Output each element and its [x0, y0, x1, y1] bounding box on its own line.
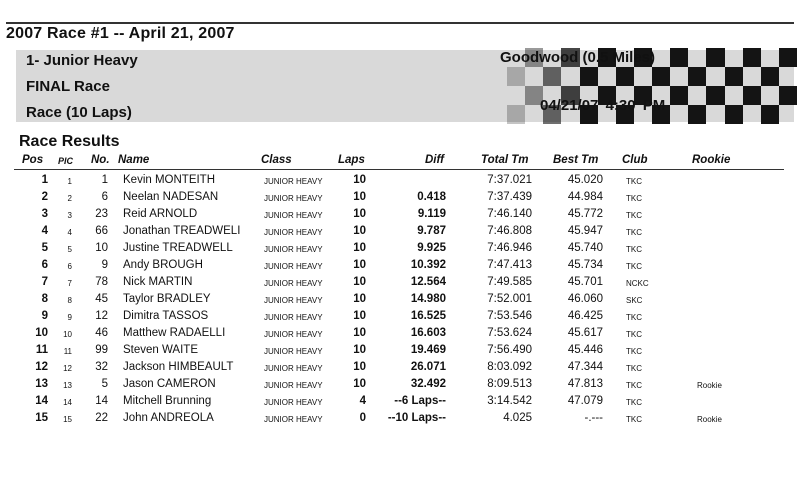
cell-diff: --10 Laps-- [387, 412, 446, 424]
cell-laps: 0 [359, 412, 366, 424]
cell-name: Jason CAMERON [123, 378, 216, 390]
table-row [0, 410, 800, 427]
race-date: 04/21/07 [540, 97, 599, 114]
cell-club: TKC [626, 381, 642, 390]
cell-pos: 2 [41, 191, 48, 203]
cell-pos: 3 [41, 208, 48, 220]
header-divider [14, 169, 784, 170]
cell-pos: 9 [41, 310, 48, 322]
cell-pic: 7 [67, 279, 72, 288]
table-row [0, 240, 800, 257]
cell-best: 45.947 [567, 225, 603, 237]
cell-club: SKC [626, 296, 643, 305]
cell-name: Justine TREADWELL [123, 242, 233, 254]
cell-no: 66 [95, 225, 108, 237]
cell-total: 7:53.546 [487, 310, 532, 322]
cell-total: 3:14.542 [487, 395, 532, 407]
table-row [0, 376, 800, 393]
cell-pic: 6 [67, 262, 72, 271]
cell-no: 9 [101, 259, 108, 271]
cell-pos: 5 [41, 242, 48, 254]
cell-diff: 16.603 [410, 327, 446, 339]
cell-club: TKC [626, 398, 642, 407]
cell-laps: 10 [353, 242, 366, 254]
cell-total: 7:56.490 [487, 344, 532, 356]
cell-diff: 14.980 [410, 293, 446, 305]
cell-name: Nick MARTIN [123, 276, 193, 288]
cell-total: 7:37.021 [487, 174, 532, 186]
cell-laps: 10 [353, 225, 366, 237]
cell-name: Reid ARNOLD [123, 208, 198, 220]
table-row [0, 189, 800, 206]
race-time: 4:30 PM [605, 97, 666, 114]
col-header-club: Club [622, 154, 648, 166]
cell-name: Matthew RADAELLI [123, 327, 226, 339]
cell-pos: 10 [35, 327, 48, 339]
cell-class: JUNIOR HEAVY [264, 262, 323, 271]
cell-pos: 12 [35, 361, 48, 373]
cell-laps: 10 [353, 191, 366, 203]
cell-no: 46 [95, 327, 108, 339]
cell-class: JUNIOR HEAVY [264, 194, 323, 203]
cell-pic: 2 [67, 194, 72, 203]
col-header-diff: Diff [425, 154, 444, 166]
race-length: Race (10 Laps) [26, 104, 132, 121]
cell-best: 47.079 [567, 395, 603, 407]
cell-club: TKC [626, 262, 642, 271]
cell-pic: 13 [63, 381, 72, 390]
table-row [0, 342, 800, 359]
cell-class: JUNIOR HEAVY [264, 415, 323, 424]
cell-club: TKC [626, 228, 642, 237]
cell-laps: 10 [353, 276, 366, 288]
cell-name: Neelan NADESAN [123, 191, 219, 203]
cell-total: 8:09.513 [487, 378, 532, 390]
cell-best: 47.813 [567, 378, 603, 390]
cell-no: 6 [101, 191, 108, 203]
cell-best: 45.446 [567, 344, 603, 356]
cell-laps: 10 [353, 310, 366, 322]
cell-best: 45.772 [567, 208, 603, 220]
table-row [0, 274, 800, 291]
cell-name: Dimitra TASSOS [123, 310, 209, 322]
cell-club: TKC [626, 347, 642, 356]
cell-diff: 32.492 [410, 378, 446, 390]
cell-diff: 9.925 [417, 242, 446, 254]
cell-class: JUNIOR HEAVY [264, 313, 323, 322]
cell-no: 23 [95, 208, 108, 220]
race-class: 1- Junior Heavy [26, 52, 138, 69]
cell-best: 45.701 [567, 276, 603, 288]
table-row [0, 172, 800, 189]
table-row [0, 393, 800, 410]
cell-pic: 15 [63, 415, 72, 424]
cell-laps: 10 [353, 344, 366, 356]
cell-total: 7:53.624 [487, 327, 532, 339]
cell-club: TKC [626, 364, 642, 373]
race-type: FINAL Race [26, 78, 110, 95]
table-row [0, 206, 800, 223]
cell-class: JUNIOR HEAVY [264, 347, 323, 356]
cell-laps: 4 [359, 395, 366, 407]
cell-pic: 14 [63, 398, 72, 407]
cell-best: 44.984 [567, 191, 603, 203]
cell-diff: 26.071 [410, 361, 446, 373]
col-header-pic: PIC [58, 156, 74, 166]
col-header-rookie: Rookie [692, 154, 731, 166]
cell-total: 7:49.585 [487, 276, 532, 288]
cell-pic: 10 [63, 330, 72, 339]
cell-best: 46.060 [567, 293, 603, 305]
cell-no: 32 [95, 361, 108, 373]
cell-pic: 8 [67, 296, 72, 305]
cell-name: Taylor BRADLEY [123, 293, 211, 305]
cell-total: 7:46.808 [487, 225, 532, 237]
track-name: Goodwood (0.5 Miles) [500, 49, 656, 66]
section-title: Race Results [19, 133, 120, 150]
table-row [0, 223, 800, 240]
cell-total: 7:47.413 [487, 259, 532, 271]
cell-laps: 10 [353, 378, 366, 390]
cell-club: TKC [626, 245, 642, 254]
cell-pos: 6 [41, 259, 48, 271]
cell-best: 45.020 [567, 174, 603, 186]
cell-club: TKC [626, 415, 642, 424]
race-datetime [540, 97, 665, 114]
cell-no: 14 [95, 395, 108, 407]
cell-diff: 9.119 [417, 208, 446, 220]
cell-name: Jackson HIMBEAULT [123, 361, 234, 373]
cell-laps: 10 [353, 361, 366, 373]
cell-diff: 16.525 [410, 310, 446, 322]
cell-diff: 10.392 [410, 259, 446, 271]
cell-name: Kevin MONTEITH [123, 174, 216, 186]
cell-laps: 10 [353, 327, 366, 339]
cell-pos: 15 [35, 412, 48, 424]
cell-total: 8:03.092 [487, 361, 532, 373]
cell-pic: 5 [67, 245, 72, 254]
table-row [0, 291, 800, 308]
cell-class: JUNIOR HEAVY [264, 228, 323, 237]
cell-club: NCKC [626, 279, 649, 288]
cell-pos: 4 [41, 225, 48, 237]
cell-pic: 1 [67, 177, 72, 186]
col-header-best: Best Tm [553, 154, 599, 166]
col-header-laps: Laps [338, 154, 365, 166]
cell-name: Jonathan TREADWELI [123, 225, 241, 237]
cell-pic: 12 [63, 364, 72, 373]
cell-best: 46.425 [567, 310, 603, 322]
cell-club: TKC [626, 313, 642, 322]
col-header-name: Name [118, 154, 150, 166]
cell-class: JUNIOR HEAVY [264, 279, 323, 288]
cell-diff: 19.469 [410, 344, 446, 356]
cell-class: JUNIOR HEAVY [264, 177, 323, 186]
cell-name: Steven WAITE [123, 344, 198, 356]
cell-total: 7:52.001 [487, 293, 532, 305]
col-header-class: Class [261, 154, 292, 166]
cell-no: 99 [95, 344, 108, 356]
page-title: 2007 Race #1 -- April 21, 2007 [6, 25, 235, 42]
cell-total: 7:37.439 [487, 191, 532, 203]
col-header-pos: Pos [22, 154, 44, 166]
table-row [0, 257, 800, 274]
cell-class: JUNIOR HEAVY [264, 245, 323, 254]
cell-no: 12 [95, 310, 108, 322]
cell-pos: 14 [35, 395, 48, 407]
cell-pic: 4 [67, 228, 72, 237]
cell-no: 1 [101, 174, 108, 186]
cell-diff: --6 Laps-- [394, 395, 446, 407]
cell-class: JUNIOR HEAVY [264, 211, 323, 220]
cell-diff: 9.787 [417, 225, 446, 237]
cell-rookie: Rookie [697, 381, 722, 390]
cell-no: 22 [95, 412, 108, 424]
cell-pic: 11 [63, 347, 72, 356]
cell-laps: 10 [353, 174, 366, 186]
cell-name: Mitchell Brunning [123, 395, 212, 407]
cell-name: John ANDREOLA [123, 412, 214, 424]
cell-diff: 0.418 [417, 191, 446, 203]
cell-pos: 8 [41, 293, 48, 305]
col-header-no: No. [91, 154, 110, 166]
col-header-total: Total Tm [481, 154, 529, 166]
cell-no: 78 [95, 276, 108, 288]
cell-total: 7:46.140 [487, 208, 532, 220]
cell-best: 47.344 [567, 361, 603, 373]
cell-club: TKC [626, 330, 642, 339]
cell-club: TKC [626, 194, 642, 203]
cell-diff: 12.564 [410, 276, 446, 288]
cell-class: JUNIOR HEAVY [264, 296, 323, 305]
cell-pos: 1 [41, 174, 48, 186]
cell-best: 45.740 [567, 242, 603, 254]
cell-best: 45.617 [567, 327, 603, 339]
cell-pic: 9 [67, 313, 72, 322]
cell-laps: 10 [353, 259, 366, 271]
cell-pos: 11 [35, 344, 48, 356]
table-row [0, 325, 800, 342]
cell-club: TKC [626, 177, 642, 186]
cell-total: 4.025 [503, 412, 532, 424]
cell-name: Andy BROUGH [123, 259, 203, 271]
cell-best: -.--- [584, 412, 603, 424]
cell-no: 10 [95, 242, 108, 254]
cell-pic: 3 [67, 211, 72, 220]
cell-laps: 10 [353, 208, 366, 220]
cell-class: JUNIOR HEAVY [264, 381, 323, 390]
cell-no: 5 [101, 378, 108, 390]
cell-class: JUNIOR HEAVY [264, 330, 323, 339]
cell-rookie: Rookie [697, 415, 722, 424]
cell-laps: 10 [353, 293, 366, 305]
cell-club: TKC [626, 211, 642, 220]
cell-no: 45 [95, 293, 108, 305]
cell-pos: 13 [35, 378, 48, 390]
table-row [0, 359, 800, 376]
cell-class: JUNIOR HEAVY [264, 364, 323, 373]
cell-best: 45.734 [567, 259, 603, 271]
cell-total: 7:46.946 [487, 242, 532, 254]
cell-pos: 7 [41, 276, 48, 288]
table-row [0, 308, 800, 325]
cell-class: JUNIOR HEAVY [264, 398, 323, 407]
